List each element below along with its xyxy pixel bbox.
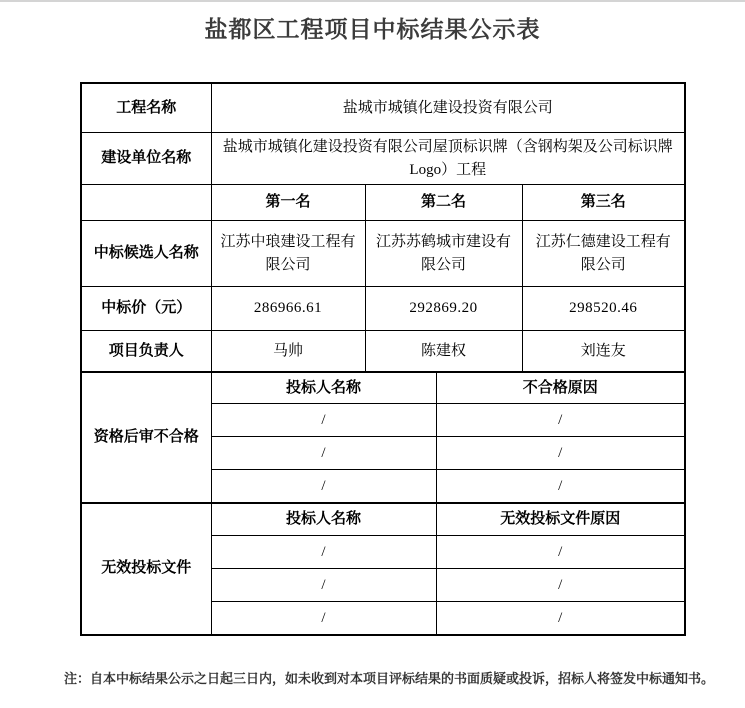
qualification-row-reason: / — [436, 404, 685, 437]
owner-name-label: 建设单位名称 — [81, 133, 211, 185]
candidates-label: 中标候选人名称 — [81, 221, 211, 287]
candidate-1-name: 江苏中琅建设工程有限公司 — [211, 221, 365, 287]
qualification-row-bidder: / — [211, 470, 436, 503]
invalid-row-reason: / — [436, 536, 685, 569]
owner-name-value: 盐城市城镇化建设投资有限公司屋顶标识牌（含钢构架及公司标识牌 Logo）工程 — [211, 133, 685, 185]
rank-3-header: 第三名 — [522, 185, 685, 221]
qualification-row-bidder: / — [211, 404, 436, 437]
rank-1-header: 第一名 — [211, 185, 365, 221]
footer-note: 注：自本中标结果公示之日起三日内，如未收到对本项目评标结果的书面质疑或投诉，招标人将签发中标通知书。 — [64, 670, 715, 686]
invalid-reason-header: 无效投标文件原因 — [436, 503, 685, 536]
empty-cell — [81, 185, 211, 221]
table-row — [81, 372, 685, 404]
page-title: 盐都区工程项目中标结果公示表 — [204, 17, 541, 42]
candidate-3-name: 江苏仁德建设工程有限公司 — [522, 221, 685, 287]
invalid-row-reason: / — [436, 569, 685, 602]
manager-2-name: 陈建权 — [365, 331, 522, 372]
manager-3-name: 刘连友 — [522, 331, 685, 372]
bid-price-2: 292869.20 — [365, 287, 522, 331]
qualification-reason-header: 不合格原因 — [436, 372, 685, 404]
project-name-label: 工程名称 — [81, 83, 211, 133]
table-row — [81, 503, 685, 536]
page-top-border — [0, 0, 745, 2]
manager-label: 项目负责人 — [81, 331, 211, 372]
bid-price-1: 286966.61 — [211, 287, 365, 331]
invalid-row-reason: / — [436, 602, 685, 635]
table-row — [81, 287, 685, 331]
qualification-section-label: 资格后审不合格 — [81, 372, 211, 503]
table-row — [81, 331, 685, 372]
bid-price-3: 298520.46 — [522, 287, 685, 331]
qualification-bidder-header: 投标人名称 — [211, 372, 436, 404]
invalid-bidder-header: 投标人名称 — [211, 503, 436, 536]
qualification-row-reason: / — [436, 437, 685, 470]
table-row — [81, 133, 685, 185]
invalid-row-bidder: / — [211, 569, 436, 602]
candidate-2-name: 江苏苏鹤城市建设有限公司 — [365, 221, 522, 287]
manager-1-name: 马帅 — [211, 331, 365, 372]
invalid-row-bidder: / — [211, 536, 436, 569]
invalid-files-section-label: 无效投标文件 — [81, 503, 211, 635]
table-row — [81, 185, 685, 221]
bid-price-label: 中标价（元） — [81, 287, 211, 331]
project-name-value: 盐城市城镇化建设投资有限公司 — [211, 83, 685, 133]
invalid-row-bidder: / — [211, 602, 436, 635]
qualification-row-bidder: / — [211, 437, 436, 470]
qualification-row-reason: / — [436, 470, 685, 503]
bid-result-table — [80, 82, 686, 636]
rank-2-header: 第二名 — [365, 185, 522, 221]
table-row — [81, 83, 685, 133]
table-row — [81, 221, 685, 287]
